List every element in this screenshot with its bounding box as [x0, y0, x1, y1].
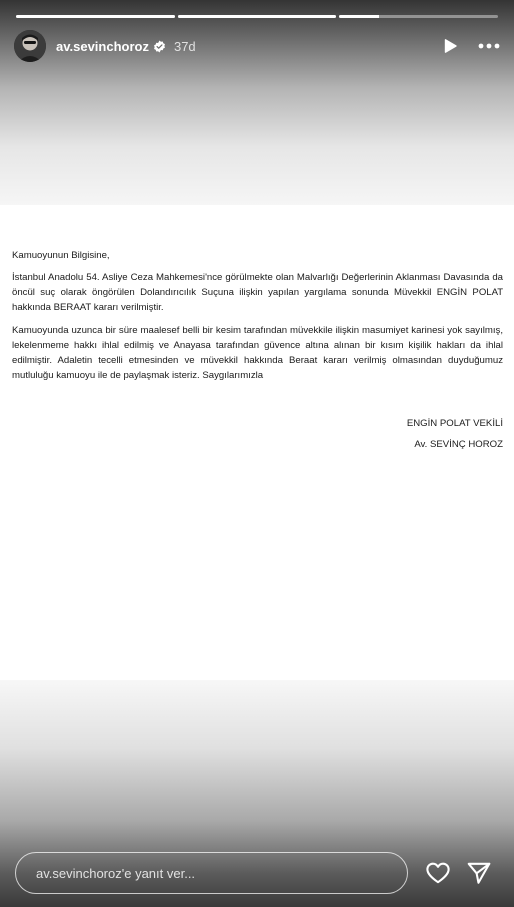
verdict-text-end: kararı verilmiştir.: [91, 302, 164, 313]
reply-input[interactable]: [36, 866, 407, 881]
progress-fill: [16, 15, 175, 18]
verdict-text-middle: hakkında: [12, 302, 54, 313]
statement-paragraph: Kamuoyunda uzunca bir süre maalesef belli bir kesim tarafından müvekkile ilişkin masumiyet karinesi yok sayılmış, lekelenmeme hakkı ihlal edilmiş ve Anayasa tarafından güvence altına alınan bir kısım kişilik hakları da ihlal edilmiştir. Adaletin tecelli etmesinden ve müvekkil hakkında Beraat kararı verilmiş olmasından duyduğumuz mutluluğu kamuoyu ile de paylaşmak isteriz. Saygılarımızla: [12, 325, 503, 381]
verdict-text-start: İstanbul Anadolu 54. Asliye Ceza Mahkemesi'nce görülmekte olan Malvarlığı Değerlerinin Aklanması Davasında da öncül suç olarak öngörülen Dolandırıcılık Suçuna ilişkin yapılan yargılama sonunda Müvekkil: [12, 272, 503, 298]
statement-document: [12, 248, 503, 452]
avatar[interactable]: [14, 30, 46, 62]
header-actions: [442, 38, 500, 54]
avatar-photo-icon: [14, 30, 46, 62]
progress-fill: [339, 15, 379, 18]
play-icon[interactable]: [442, 38, 458, 54]
progress-fill: [178, 15, 337, 18]
signature-title: ENGİN POLAT VEKİLİ: [406, 418, 503, 429]
verdict-word: BERAAT: [53, 302, 92, 313]
progress-segment: [178, 15, 337, 18]
more-options-icon[interactable]: [478, 43, 500, 49]
client-name: ENGİN POLAT: [436, 287, 503, 298]
progress-segment: [16, 15, 175, 18]
send-icon[interactable]: [466, 860, 492, 886]
username[interactable]: av.sevinchoroz: [56, 38, 149, 54]
story-header: [14, 30, 500, 62]
heart-icon[interactable]: [425, 860, 451, 886]
verified-badge-icon: [153, 40, 166, 53]
progress-segment: [339, 15, 498, 18]
verdict-paragraph: [12, 270, 503, 315]
story-progress: [16, 15, 498, 18]
signature-name: Av. SEVİNÇ HOROZ: [414, 439, 503, 450]
reply-bar[interactable]: [15, 852, 408, 894]
greeting: Kamuoyunun Bilgisine,: [12, 250, 110, 261]
post-age: 37d: [173, 38, 196, 54]
